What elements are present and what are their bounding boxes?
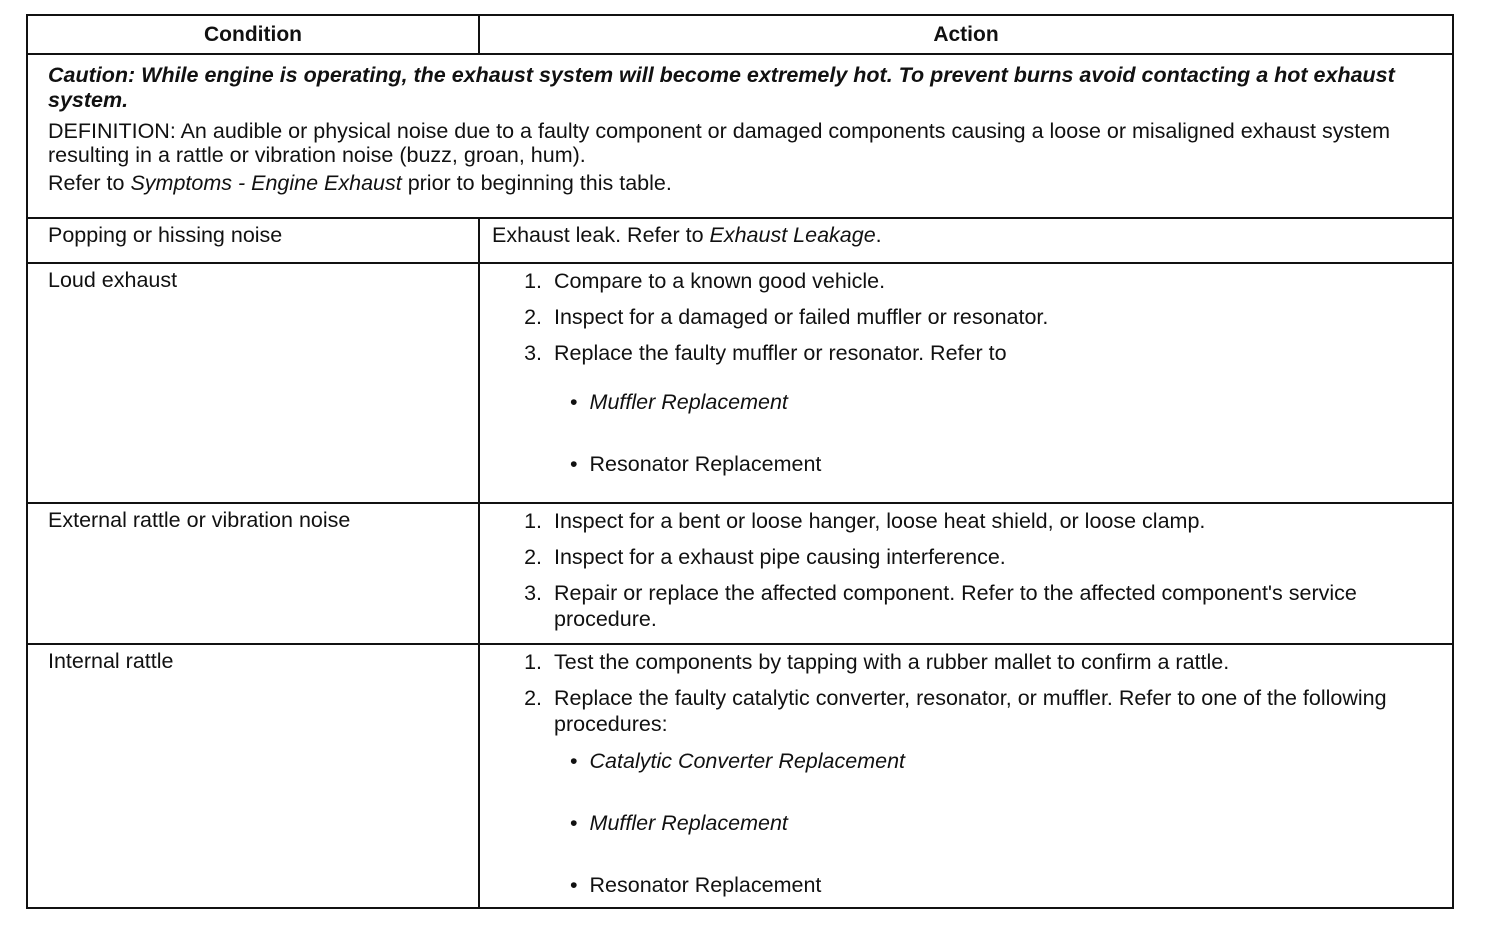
step: 1. Inspect for a bent or loose hanger, loose heat shield, or loose clamp. bbox=[548, 508, 1432, 534]
bullet-link: Muffler Replacement bbox=[589, 390, 788, 414]
condition-cell: Loud exhaust bbox=[27, 263, 479, 503]
refer-link: Symptoms - Engine Exhaust bbox=[130, 171, 402, 195]
bullet-text: Resonator Replacement bbox=[589, 452, 822, 476]
action-cell bbox=[479, 644, 1453, 908]
table-row bbox=[27, 263, 1453, 503]
table-row bbox=[27, 218, 1453, 263]
bullet-item bbox=[564, 390, 1432, 414]
condition-cell: External rattle or vibration noise bbox=[27, 503, 479, 644]
table-row bbox=[27, 644, 1453, 908]
action-cell bbox=[479, 503, 1453, 644]
bullet-item bbox=[564, 749, 1432, 773]
step: 2. Inspect for a damaged or failed muffler or resonator. bbox=[548, 304, 1432, 330]
step: 2. Inspect for a exhaust pipe causing interference. bbox=[548, 544, 1432, 570]
condition-cell: Popping or hissing noise bbox=[27, 218, 479, 263]
condition-cell: Internal rattle bbox=[27, 644, 479, 908]
refer-post: prior to beginning this table. bbox=[401, 171, 672, 195]
exhaust-noise-diagnostic-table bbox=[26, 14, 1454, 909]
bullet-text: Resonator Replacement bbox=[589, 873, 822, 897]
action-post: . bbox=[875, 223, 882, 247]
action-cell bbox=[479, 263, 1453, 503]
definition-text: DEFINITION: An audible or physical noise due to a faulty component or damaged components causing a loose or misaligned exhaust system resulting in a rattle or vibration noise (buzz, groan, hum). bbox=[48, 119, 1391, 167]
refer-pre: Refer to bbox=[48, 171, 131, 195]
table-row bbox=[27, 503, 1453, 644]
action-cell bbox=[479, 218, 1453, 263]
bullet-link: Muffler Replacement bbox=[589, 811, 788, 835]
action-link: Exhaust Leakage bbox=[709, 223, 876, 247]
bullet-link: Catalytic Converter Replacement bbox=[589, 749, 905, 773]
header-condition: Condition bbox=[27, 15, 479, 54]
step: 1. Compare to a known good vehicle. bbox=[548, 268, 1432, 294]
step bbox=[548, 340, 1432, 476]
refer-text bbox=[28, 167, 1452, 201]
bullet-item bbox=[564, 873, 1432, 897]
bullet-item bbox=[564, 811, 1432, 835]
step-text: Replace the faulty catalytic converter, resonator, or muffler. Refer to one of the following procedures: bbox=[554, 686, 1387, 736]
header-action: Action bbox=[479, 15, 1453, 54]
step bbox=[548, 685, 1432, 897]
step-text: Replace the faulty muffler or resonator. Refer to bbox=[554, 341, 1007, 365]
caution-row bbox=[27, 54, 1453, 218]
step: 1. Test the components by tapping with a rubber mallet to confirm a rattle. bbox=[548, 649, 1432, 675]
action-text: Exhaust leak. Refer to bbox=[492, 223, 710, 247]
caution-text: Caution: While engine is operating, the exhaust system will become extremely hot. To prevent burns avoid contacting a hot exhaust system. bbox=[48, 63, 1395, 112]
bullet-item bbox=[564, 452, 1432, 476]
step: 3. Repair or replace the affected component. Refer to the affected component's service procedure. bbox=[548, 580, 1432, 632]
